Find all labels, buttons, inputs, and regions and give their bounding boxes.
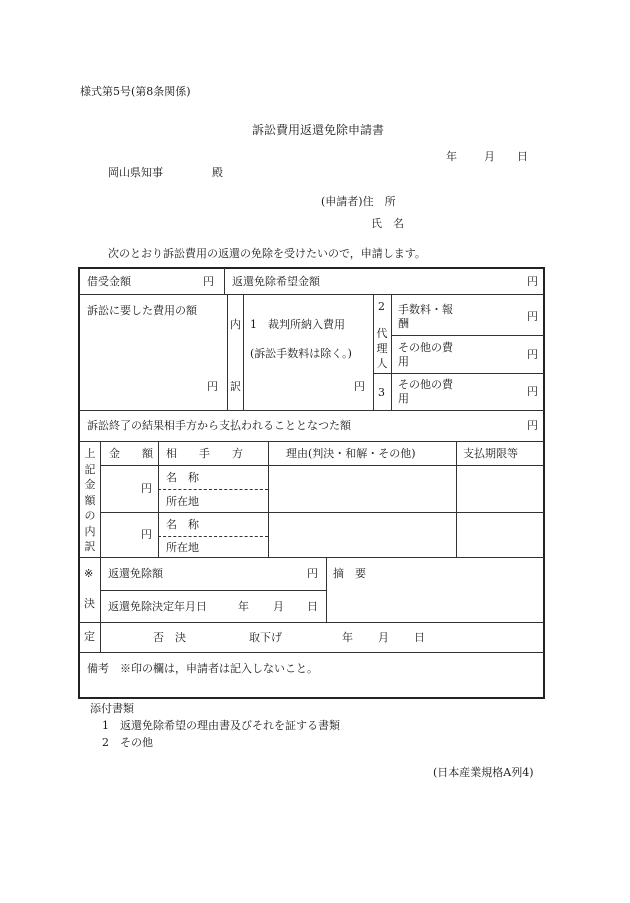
applicant-address-label: (申請者)住 所 — [321, 195, 396, 208]
item3-yen: 円 — [527, 385, 538, 398]
item3-other-line1: その他の費 — [398, 378, 453, 391]
applicant-name-label: 氏 名 — [371, 217, 404, 230]
breakdown-v5: の — [84, 509, 96, 522]
addressee-honorific: 殿 — [212, 166, 223, 179]
item2-vertical-1: 代 — [376, 327, 388, 340]
decision-month: 月 — [378, 631, 389, 644]
item1-label: 1 裁判所納入費用 — [250, 318, 345, 331]
document-title: 訴訟費用返還免除申請書 — [252, 123, 385, 137]
entry1-name-label: 名 称 — [166, 471, 199, 484]
item2-other-line1: その他の費 — [398, 341, 453, 354]
item2-fee-line2: 酬 — [398, 317, 409, 330]
item1-note: (訴訟手数料は除く。) — [250, 347, 352, 360]
attachments-heading: 添付書類 — [90, 702, 134, 715]
breakdown-v2: 記 — [84, 462, 96, 476]
borrowed-amount-yen: 円 — [203, 275, 214, 288]
jis-footer: (日本産業規格A列4) — [433, 766, 534, 779]
item3-number: 3 — [378, 386, 385, 399]
decision-v3: 定 — [84, 630, 95, 643]
date-month: 月 — [484, 150, 495, 163]
col-deadline-header: 支払期限等 — [463, 447, 518, 460]
receivable-label: 訴訟終了の結果相手方から支払われることとなつた額 — [87, 419, 351, 432]
breakdown-v4: 額 — [84, 493, 96, 507]
date-year: 年 — [446, 150, 457, 163]
entry2-yen: 円 — [141, 528, 152, 541]
summary-label: 摘 要 — [333, 567, 366, 580]
item2-other-line2: 用 — [398, 355, 409, 368]
litigation-cost-yen: 円 — [207, 380, 218, 393]
litigation-cost-label: 訴訟に要した費用の額 — [87, 304, 197, 317]
item3-other-line2: 用 — [398, 392, 409, 405]
exempt-date-year: 年 — [238, 600, 249, 613]
attachment-item-2: 2 その他 — [102, 736, 153, 749]
breakdown-label-top: 内 — [230, 318, 241, 331]
decision-v1: ※ — [84, 567, 94, 580]
receivable-yen: 円 — [527, 419, 538, 432]
breakdown-v6: 内 — [84, 524, 96, 538]
entry2-name-label: 名 称 — [166, 518, 199, 531]
decision-year: 年 — [342, 631, 353, 644]
entry2-address-label: 所在地 — [166, 541, 199, 554]
exempt-date-label: 返還免除決定年月日 — [108, 600, 207, 613]
borrowed-amount-label: 借受金額 — [87, 275, 131, 288]
item2-fee-yen: 円 — [527, 310, 538, 323]
item2-fee-line1: 手数料・報 — [398, 303, 453, 316]
item1-yen: 円 — [354, 380, 365, 393]
item2-other-yen: 円 — [527, 348, 538, 361]
col-reason-header: 理由(判決・和解・その他) — [286, 447, 416, 460]
remarks: 備考 ※印の欄は，申請者は記入しないこと。 — [87, 662, 318, 675]
breakdown-v7: 訳 — [84, 540, 96, 553]
exempt-amount-label: 返還免除額 — [108, 567, 163, 580]
intro-text: 次のとおり訴訟費用の返還の免除を受けたいので，申請します。 — [108, 247, 426, 260]
exempt-amount-yen: 円 — [307, 567, 318, 580]
exempt-date-month: 月 — [273, 600, 284, 613]
item2-vertical-2: 理 — [376, 342, 388, 355]
entry1-yen: 円 — [141, 482, 152, 495]
addressee-name: 岡山県知事 — [108, 166, 163, 179]
col-amount-header: 金 額 — [109, 447, 153, 460]
breakdown-label-bottom: 訳 — [230, 380, 241, 393]
item2-number: 2 — [378, 300, 385, 313]
breakdown-v1: 上 — [84, 447, 96, 460]
rejected-label: 否 決 — [153, 631, 186, 644]
date-day: 日 — [517, 150, 528, 163]
decision-v2: 決 — [84, 597, 95, 610]
withdrawn-label: 取下げ — [249, 631, 282, 644]
breakdown-v3: 金 — [84, 478, 96, 491]
item2-vertical-3: 人 — [376, 357, 388, 370]
decision-day: 日 — [414, 631, 425, 644]
entry1-address-label: 所在地 — [166, 495, 199, 508]
requested-exemption-label: 返還免除希望金額 — [232, 275, 320, 288]
exempt-date-day: 日 — [307, 600, 318, 613]
attachment-item-1: 1 返還免除希望の理由書及びそれを証する書類 — [102, 719, 340, 732]
col-opponent-header: 相 手 方 — [166, 447, 243, 460]
requested-exemption-yen: 円 — [527, 275, 538, 288]
form-number: 様式第5号(第8条関係) — [80, 85, 191, 98]
